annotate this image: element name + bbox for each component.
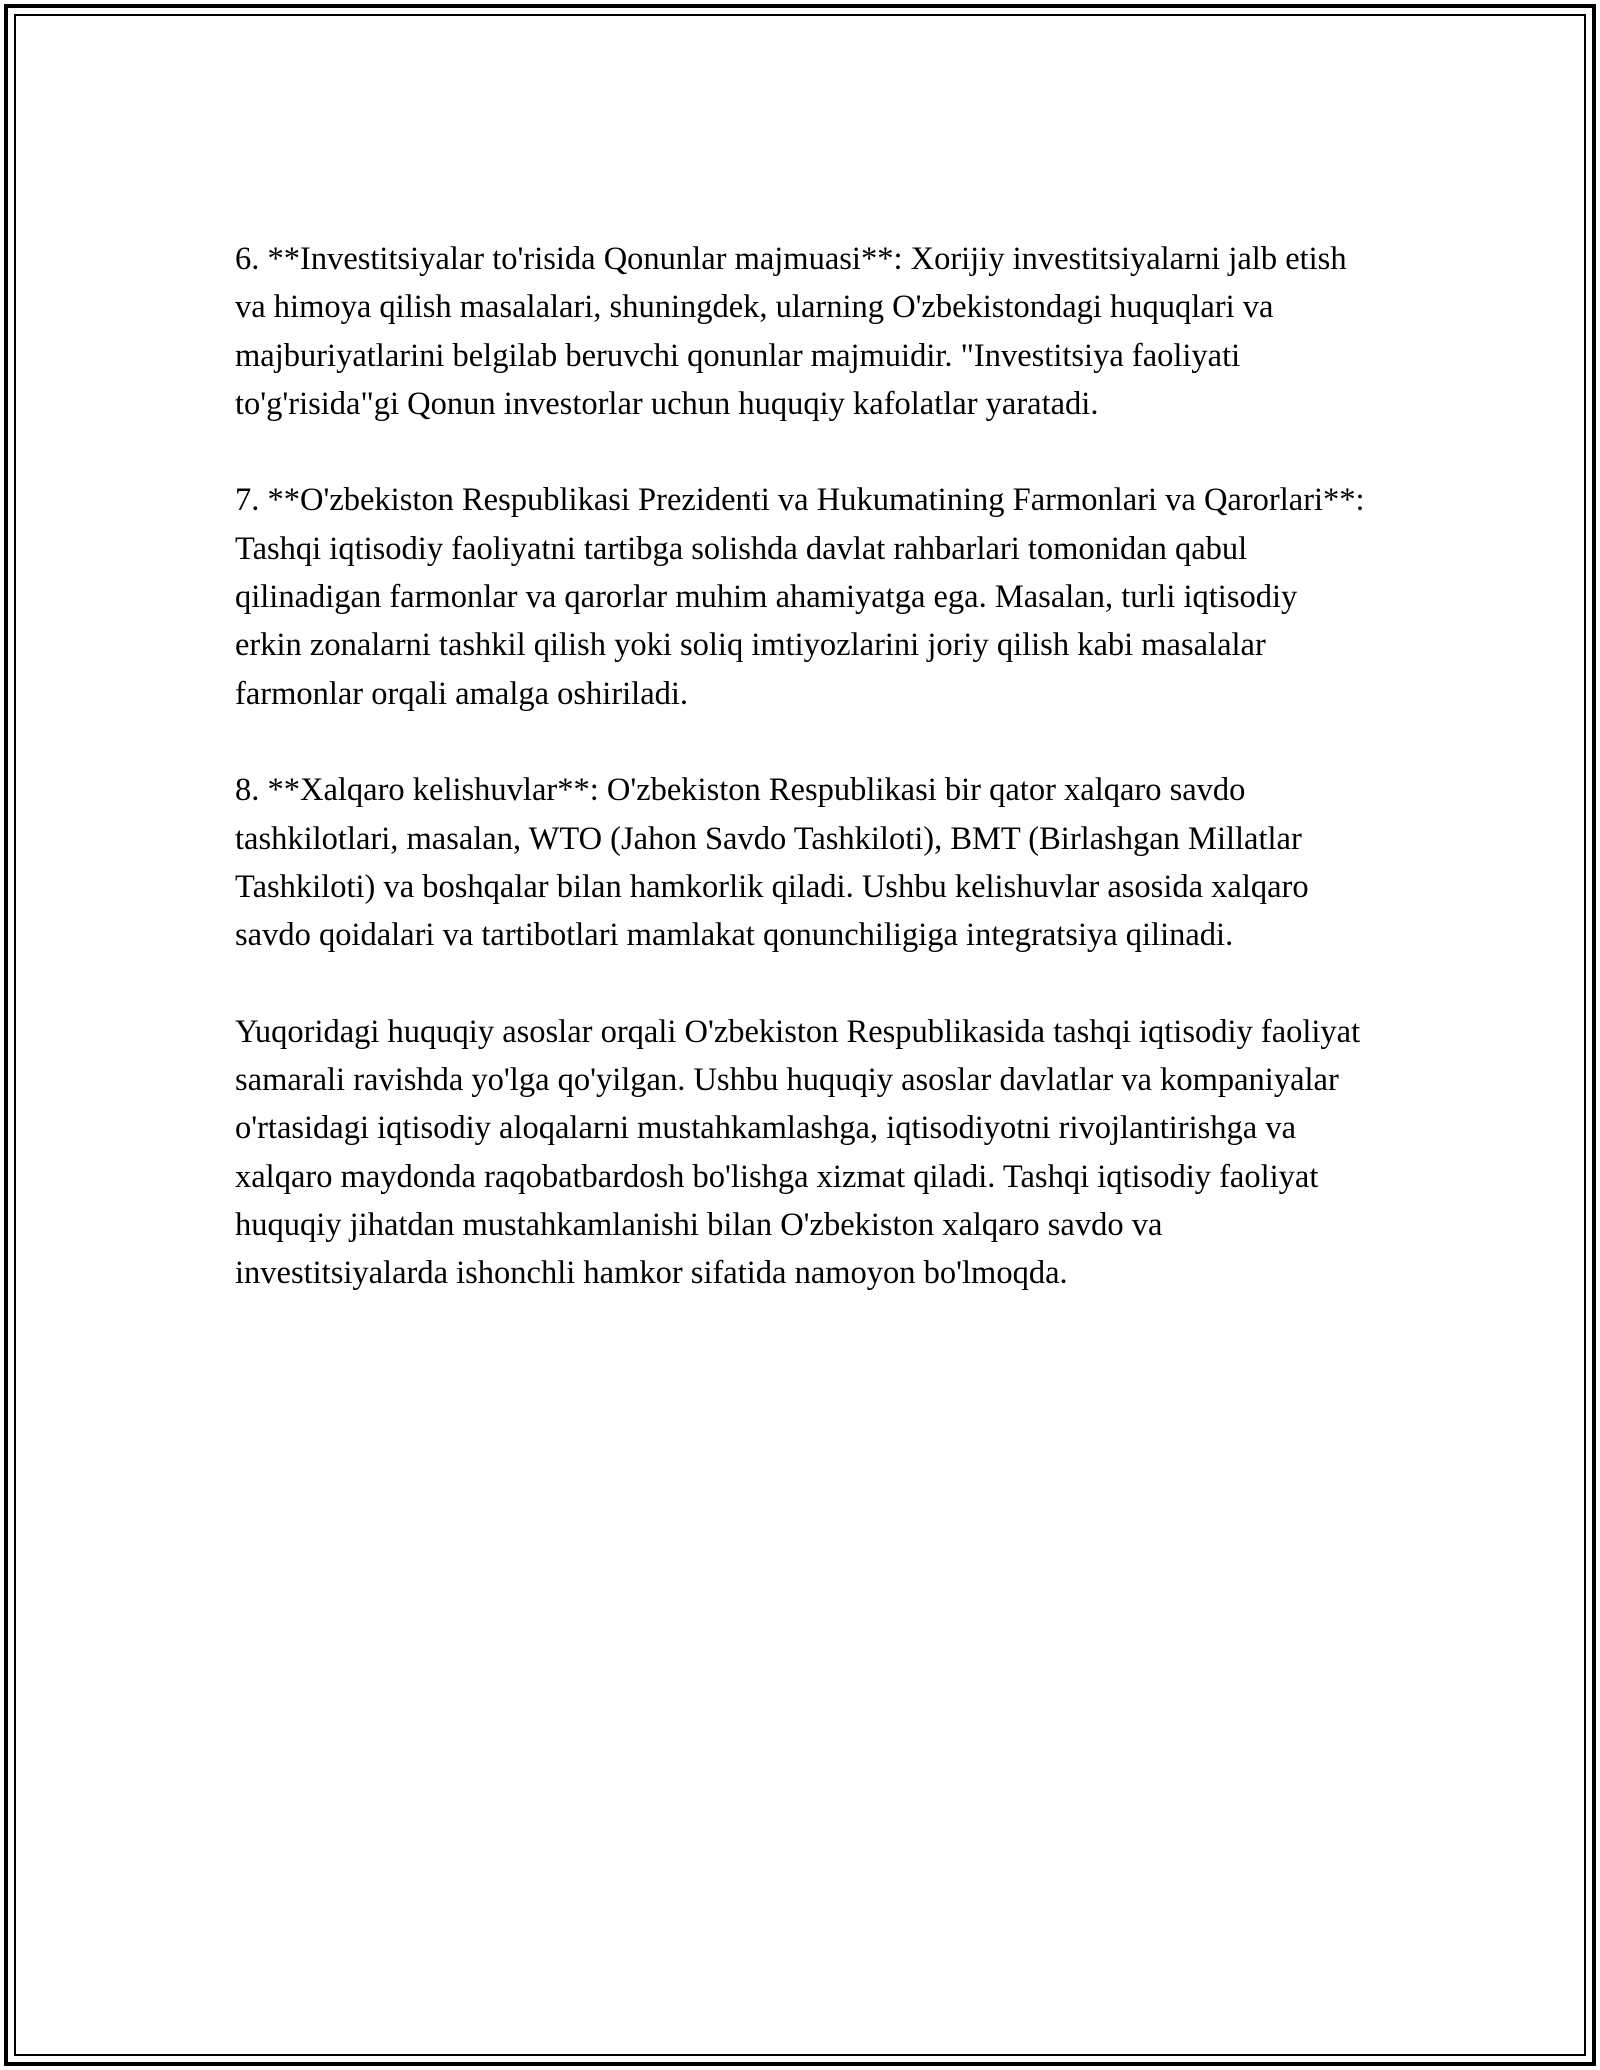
document-body bbox=[235, 235, 1365, 1346]
paragraph-item-6: 6. **Investitsiyalar to'risida Qonunlar majmuasi**: Xorijiy investitsiyalarni jalb etish va himoya qilish masalalari, shuningdek, ularning O'zbekistondagi huquqlari va majburiyatlarini belgilab beruvchi qonunlar majmuidir. "Investitsiya faoliyati to'g'risida"gi Qonun investorlar uchun huquqiy kafolatlar yaratadi. bbox=[235, 241, 1347, 422]
paragraph-conclusion: Yuqoridagi huquqiy asoslar orqali O'zbekiston Respublikasida tashqi iqtisodiy faoliyat samarali ravishda yo'lga qo'yilgan. Ushbu huquqiy asoslar davlatlar va kompaniyalar o'rtasidagi iqtisodiy aloqalarni mustahkamlashga, iqtisodiyotni rivojlantirishga va xalqaro maydonda raqobatbardosh bo'lishga xizmat qiladi. Tashqi iqtisodiy faoliyat huquqiy jihatdan mustahkamlanishi bilan O'zbekiston xalqaro savdo va investitsiyalarda ishonchli hamkor sifatida namoyon bo'lmoqda. bbox=[235, 1013, 1361, 1292]
paragraph-item-7: 7. **O'zbekiston Respublikasi Prezidenti va Hukumatining Farmonlari va Qarorlari**: Tashqi iqtisodiy faoliyatni tartibga solishda davlat rahbarlari tomonidan qabul qilinadigan farmonlar va qarorlar muhim ahamiyatga ega. Masalan, turli iqtisodiy erkin zonalarni tashkil qilish yoki soliq imtiyozlarini joriy qilish kabi masalalar farmonlar orqali amalga oshiriladi. bbox=[235, 482, 1365, 712]
paragraph-item-8: 8. **Xalqaro kelishuvlar**: O'zbekiston Respublikasi bir qator xalqaro savdo tashkilotlari, masalan, WTO (Jahon Savdo Tashkiloti), BMT (Birlashgan Millatlar Tashkiloti) va boshqalar bilan hamkorlik qiladi. Ushbu kelishuvlar asosida xalqaro savdo qoidalari va tartibotlari mamlakat qonunchiligiga integratsiya qilinadi. bbox=[235, 772, 1309, 954]
